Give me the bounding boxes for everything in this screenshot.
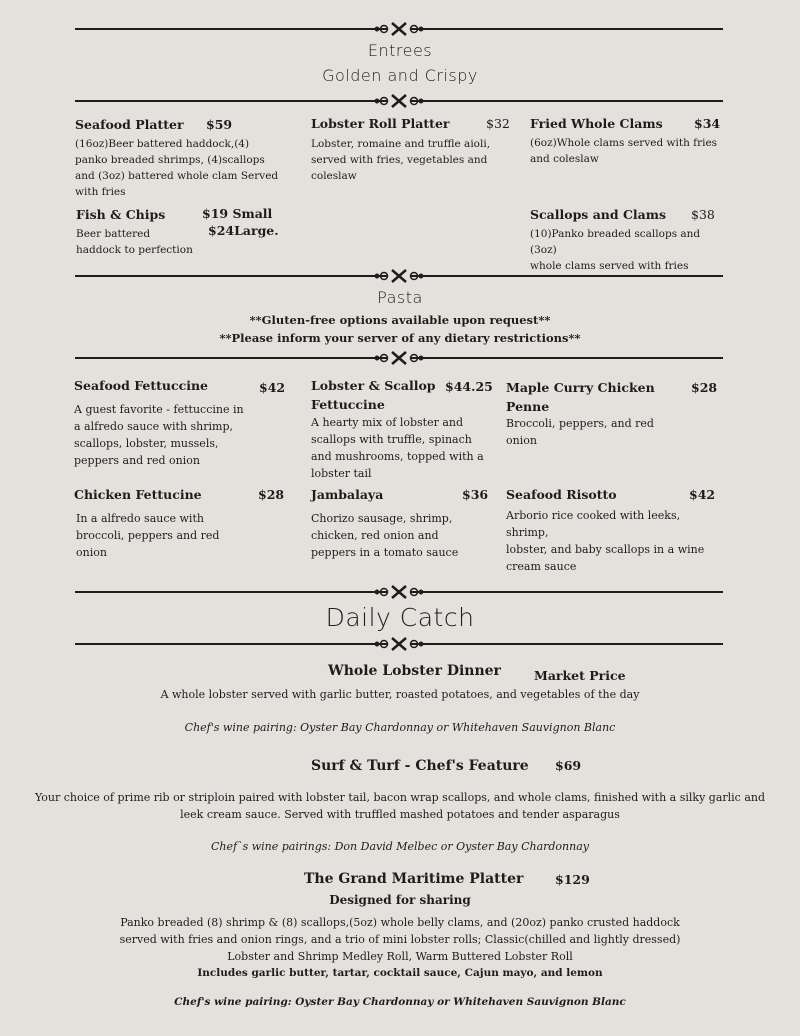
item-name: Seafood Platter <box>75 117 184 132</box>
item-name: Lobster Roll Platter <box>311 116 450 131</box>
divider <box>75 94 723 108</box>
divider <box>75 351 723 365</box>
feature-price: $69 <box>555 758 582 773</box>
section-title-pasta: Pasta <box>377 288 423 307</box>
ornament-icon <box>365 22 433 36</box>
item-desc: Beer battered haddock to perfection <box>76 228 193 256</box>
item-desc: Lobster, romaine and truffle aioli, served with fries, vegetables and coleslaw <box>311 138 491 182</box>
item-name: Maple Curry Chicken <box>506 380 655 395</box>
item-price: $44.25 <box>445 379 493 394</box>
gluten-note: **Gluten-free options available upon request** <box>249 313 551 327</box>
item-price: $42 <box>689 487 716 502</box>
ornament-icon <box>365 94 433 108</box>
feature-price: $129 <box>555 872 590 887</box>
item-desc: Chorizo sausage, shrimp, chicken, red onion and peppers in a tomato sauce <box>311 512 459 559</box>
feature-desc-line2: leek cream sauce. Served with truffled mashed potatoes and tender asparagus <box>180 808 620 821</box>
feature-name: The Grand Maritime Platter <box>304 871 524 887</box>
divider <box>75 585 723 599</box>
item-name: Lobster & Scallop <box>311 378 436 393</box>
item-price: $19 Small <box>202 206 273 221</box>
ornament-icon <box>365 351 433 365</box>
feature-desc-line2: served with fries and onion rings, and a trio of mini lobster rolls; Classic(chilled and lightly dressed) <box>119 933 681 946</box>
ornament-icon <box>365 637 433 651</box>
wine-pairing: Chef's wine pairing: Oyster Bay Chardonnay or Whitehaven Sauvignon Blanc <box>184 721 616 734</box>
item-name-line2: Penne <box>506 399 550 414</box>
item-name: Jambalaya <box>311 487 384 502</box>
item-desc: A guest favorite - fettuccine in a alfredo sauce with shrimp, scallops, lobster, mussels, peppers and red onion <box>74 403 244 467</box>
item-desc: (16oz)Beer battered haddock,(4) panko breaded shrimps, (4)scallops and (3oz) battered whole clam Served with fries <box>75 138 279 198</box>
wine-pairing: Chef`s wine pairings: Don David Melbec or Oyster Bay Chardonnay <box>210 840 589 853</box>
feature-subtitle: Designed for sharing <box>329 893 471 907</box>
divider <box>75 22 723 36</box>
item-desc: (6oz)Whole clams served with fries and coleslaw <box>530 137 718 165</box>
item-price: $32 <box>486 116 510 131</box>
item-desc: Broccoli, peppers, and red onion <box>506 417 654 447</box>
item-name: Chicken Fettucine <box>74 487 202 502</box>
item-desc: (10)Panko breaded scallops and (3oz) whole clams served with fries <box>530 228 701 272</box>
item-name: Seafood Fettuccine <box>74 378 209 393</box>
item-name: Fried Whole Clams <box>530 116 663 131</box>
section-subtitle: Golden and Crispy <box>322 66 478 85</box>
item-price-large: $24Large. <box>208 223 279 238</box>
dietary-note: **Please inform your server of any dietary restrictions** <box>219 331 581 345</box>
item-price: $36 <box>462 487 489 502</box>
item-price: $28 <box>691 380 718 395</box>
item-name: Seafood Risotto <box>506 487 617 502</box>
item-desc: A hearty mix of lobster and scallops with truffle, spinach and mushrooms, topped with a lobster tail <box>311 416 484 480</box>
feature-desc-line1: Panko breaded (8) shrimp & (8) scallops,(5oz) whole belly clams, and (20oz) panko crusted haddock <box>120 916 680 929</box>
feature-name: Whole Lobster Dinner <box>328 663 501 679</box>
feature-desc: A whole lobster served with garlic butter, roasted potatoes, and vegetables of the day <box>160 688 640 701</box>
feature-name: Surf & Turf - Chef's Feature <box>311 758 529 774</box>
item-price: $34 <box>694 116 721 131</box>
wine-pairing: Chef's wine pairing: Oyster Bay Chardonnay or Whitehaven Sauvignon Blanc <box>174 996 626 1008</box>
section-title-entrees: Entrees <box>367 41 433 60</box>
ornament-icon <box>365 269 433 283</box>
item-price: $59 <box>206 117 233 132</box>
ornament-icon <box>365 585 433 599</box>
item-desc: In a alfredo sauce with broccoli, peppers and red onion <box>76 512 220 559</box>
item-name: Fish & Chips <box>76 207 166 222</box>
section-title-daily-catch: Daily Catch <box>325 603 475 632</box>
item-desc: Arborio rice cooked with leeks, shrimp, lobster, and baby scallops in a wine cream sauce <box>506 509 705 573</box>
feature-includes: Includes garlic butter, tartar, cocktail sauce, Cajun mayo, and lemon <box>197 967 603 979</box>
item-name-line2: Fettuccine <box>311 397 385 412</box>
feature-desc-line3: Lobster and Shrimp Medley Roll, Warm Buttered Lobster Roll <box>227 950 573 963</box>
item-price: $28 <box>258 487 285 502</box>
feature-price: Market Price <box>534 668 626 683</box>
item-price: $38 <box>691 207 715 222</box>
item-price: $42 <box>259 380 286 395</box>
item-name: Scallops and Clams <box>530 207 667 222</box>
divider <box>75 637 723 651</box>
feature-desc-line1: Your choice of prime rib or striploin paired with lobster tail, bacon wrap scallops, and whole clams, finished with a silky garlic and <box>34 791 766 804</box>
